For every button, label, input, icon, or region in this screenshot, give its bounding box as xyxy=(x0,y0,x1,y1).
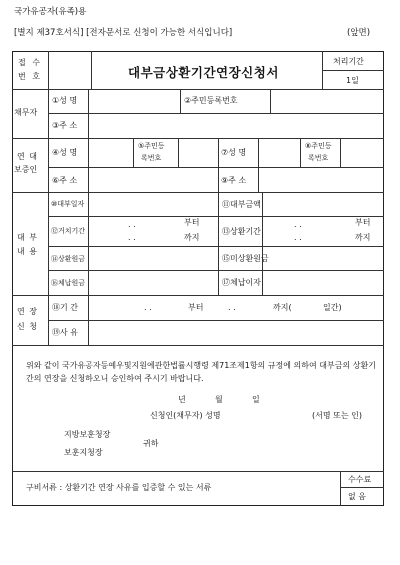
grace-to-text: 까지 xyxy=(184,233,200,242)
grace-dots-from: . . xyxy=(128,220,136,229)
extension-reason-label: ⑲사 유 xyxy=(52,328,78,337)
form-category-label: 국가유공자(유족)용 xyxy=(14,7,87,17)
recipient-regional-office: 지방보훈청장 xyxy=(64,430,111,439)
date-day-label: 일 xyxy=(252,395,260,404)
guarantor-b-id-label-line1: ⑧주민등 xyxy=(305,142,332,150)
receipt-number-label-line1: 접 수 xyxy=(18,58,42,67)
form-reference: [별지 제37호서식] [전자문서로 신청이 가능한 서식입니다] xyxy=(14,28,233,38)
guarantor-section-label-line1: 연 대 xyxy=(17,152,38,161)
divider xyxy=(91,51,92,89)
grace-dots-to: . . xyxy=(128,233,136,242)
divider xyxy=(340,471,341,506)
overdue-interest-field[interactable] xyxy=(263,271,383,294)
divider xyxy=(300,138,301,167)
process-period-label: 처리기간 xyxy=(333,57,364,66)
unrepaid-principal-label: ⑮미상환원금 xyxy=(222,254,269,263)
extension-period-label: ⑱기 간 xyxy=(52,303,78,312)
unrepaid-principal-field[interactable] xyxy=(263,247,383,269)
divider xyxy=(218,192,219,295)
divider xyxy=(12,471,384,472)
debtor-address-label: ③주 소 xyxy=(52,121,78,130)
applicant-name-label: 신청인(채무자) 성명 xyxy=(150,411,221,420)
overdue-interest-label: ⑰체납이자 xyxy=(222,278,261,287)
grace-period-label: ⑫거치기간 xyxy=(51,227,86,235)
divider xyxy=(180,89,181,113)
page-side-label: (앞면) xyxy=(347,28,371,38)
debtor-address-field[interactable] xyxy=(89,114,383,137)
guarantor-a-name-field[interactable] xyxy=(89,139,132,166)
guarantor-b-address-label: ⑨주 소 xyxy=(221,176,247,185)
debtor-name-label: ①성 명 xyxy=(52,96,78,105)
process-period-value: 1일 xyxy=(346,76,359,85)
extension-reason-field[interactable] xyxy=(89,321,383,344)
guarantor-a-address-field[interactable] xyxy=(89,168,217,191)
divider xyxy=(48,51,49,345)
divider xyxy=(12,345,384,346)
repaid-principal-field[interactable] xyxy=(89,247,217,269)
guarantor-b-name-field[interactable] xyxy=(259,139,299,166)
extension-from-text: 부터 xyxy=(188,303,204,312)
debtor-section-label: 채무자 xyxy=(14,108,38,117)
required-documents-label: 구비서류 : 상환기간 연장 사유를 입증할 수 있는 서류 xyxy=(26,483,212,492)
loan-section-label-line2: 내 용 xyxy=(17,247,38,256)
debtor-name-field[interactable] xyxy=(89,90,179,112)
divider xyxy=(322,51,323,89)
divider xyxy=(340,487,384,488)
loan-date-label: ⑩대부일자 xyxy=(51,200,85,208)
guarantor-a-address-label: ⑥주 소 xyxy=(52,176,78,185)
divider xyxy=(133,138,134,167)
divider xyxy=(218,138,219,192)
date-month-label: 월 xyxy=(215,395,223,404)
repay-to-text: 까지 xyxy=(355,233,371,242)
extension-days-text: 일간) xyxy=(323,303,342,312)
guarantor-a-name-label: ④성 명 xyxy=(52,148,78,157)
loan-amount-label: ⑪대부금액 xyxy=(222,200,261,209)
extension-section-label-line2: 신 청 xyxy=(17,322,38,331)
guarantor-a-id-label-line1: ⑤주민등 xyxy=(138,142,165,150)
extension-period-field[interactable] xyxy=(89,296,383,319)
guarantor-b-address-field[interactable] xyxy=(259,168,383,191)
guarantor-a-id-label-line2: 록번호 xyxy=(141,154,162,162)
fee-value: 없 음 xyxy=(348,492,366,501)
loan-date-field[interactable] xyxy=(89,193,217,215)
recipient-branch-office: 보훈지청장 xyxy=(64,448,103,457)
extension-to-text: 까지( xyxy=(273,303,292,312)
form-title: 대부금상환기간연장신청서 xyxy=(128,65,279,80)
grace-from-text: 부터 xyxy=(184,218,200,227)
request-statement: 위와 같이 국가유공자등예우및지원에관한법률시행령 제71조제1항의 규정에 의하여 대부금의 상환기간의 연장을 신청하오니 승인하여 주시기 바랍니다. xyxy=(26,361,376,383)
guarantor-b-id-field[interactable] xyxy=(341,139,383,166)
repay-dots-to: . . xyxy=(294,233,302,242)
date-year-label: 년 xyxy=(178,395,186,404)
overdue-principal-field[interactable] xyxy=(89,271,217,294)
guarantor-a-id-field[interactable] xyxy=(179,139,217,166)
extension-section-label-line1: 연 장 xyxy=(17,307,38,316)
debtor-id-label: ②주민등록번호 xyxy=(184,96,238,105)
debtor-id-field[interactable] xyxy=(271,90,383,112)
extension-dots-from: . . xyxy=(144,303,152,312)
extension-dots-to: . . xyxy=(228,303,236,312)
repay-period-label: ⑬상환기간 xyxy=(222,227,261,236)
repay-period-field[interactable] xyxy=(263,217,383,245)
applicant-name-field[interactable] xyxy=(238,407,306,423)
signature-label: (서명 또는 인) xyxy=(312,411,362,420)
grace-period-field[interactable] xyxy=(89,217,217,245)
overdue-principal-label: ⑯체납원금 xyxy=(51,279,86,287)
loan-section-label-line1: 대 부 xyxy=(17,233,38,242)
guarantor-section-label-line2: 보증인 xyxy=(14,165,38,174)
loan-amount-field[interactable] xyxy=(263,193,383,215)
guarantor-b-name-label: ⑦성 명 xyxy=(221,148,247,157)
guarantor-b-id-label-line2: 록번호 xyxy=(308,154,329,162)
fee-label: 수수료 xyxy=(348,475,372,484)
receipt-number-label-line2: 번 호 xyxy=(18,72,42,81)
repaid-principal-label: ⑭상환원금 xyxy=(51,255,86,263)
honorific-label: 귀하 xyxy=(143,439,159,448)
repay-dots-from: . . xyxy=(294,220,302,229)
repay-from-text: 부터 xyxy=(355,218,371,227)
divider xyxy=(322,70,384,71)
